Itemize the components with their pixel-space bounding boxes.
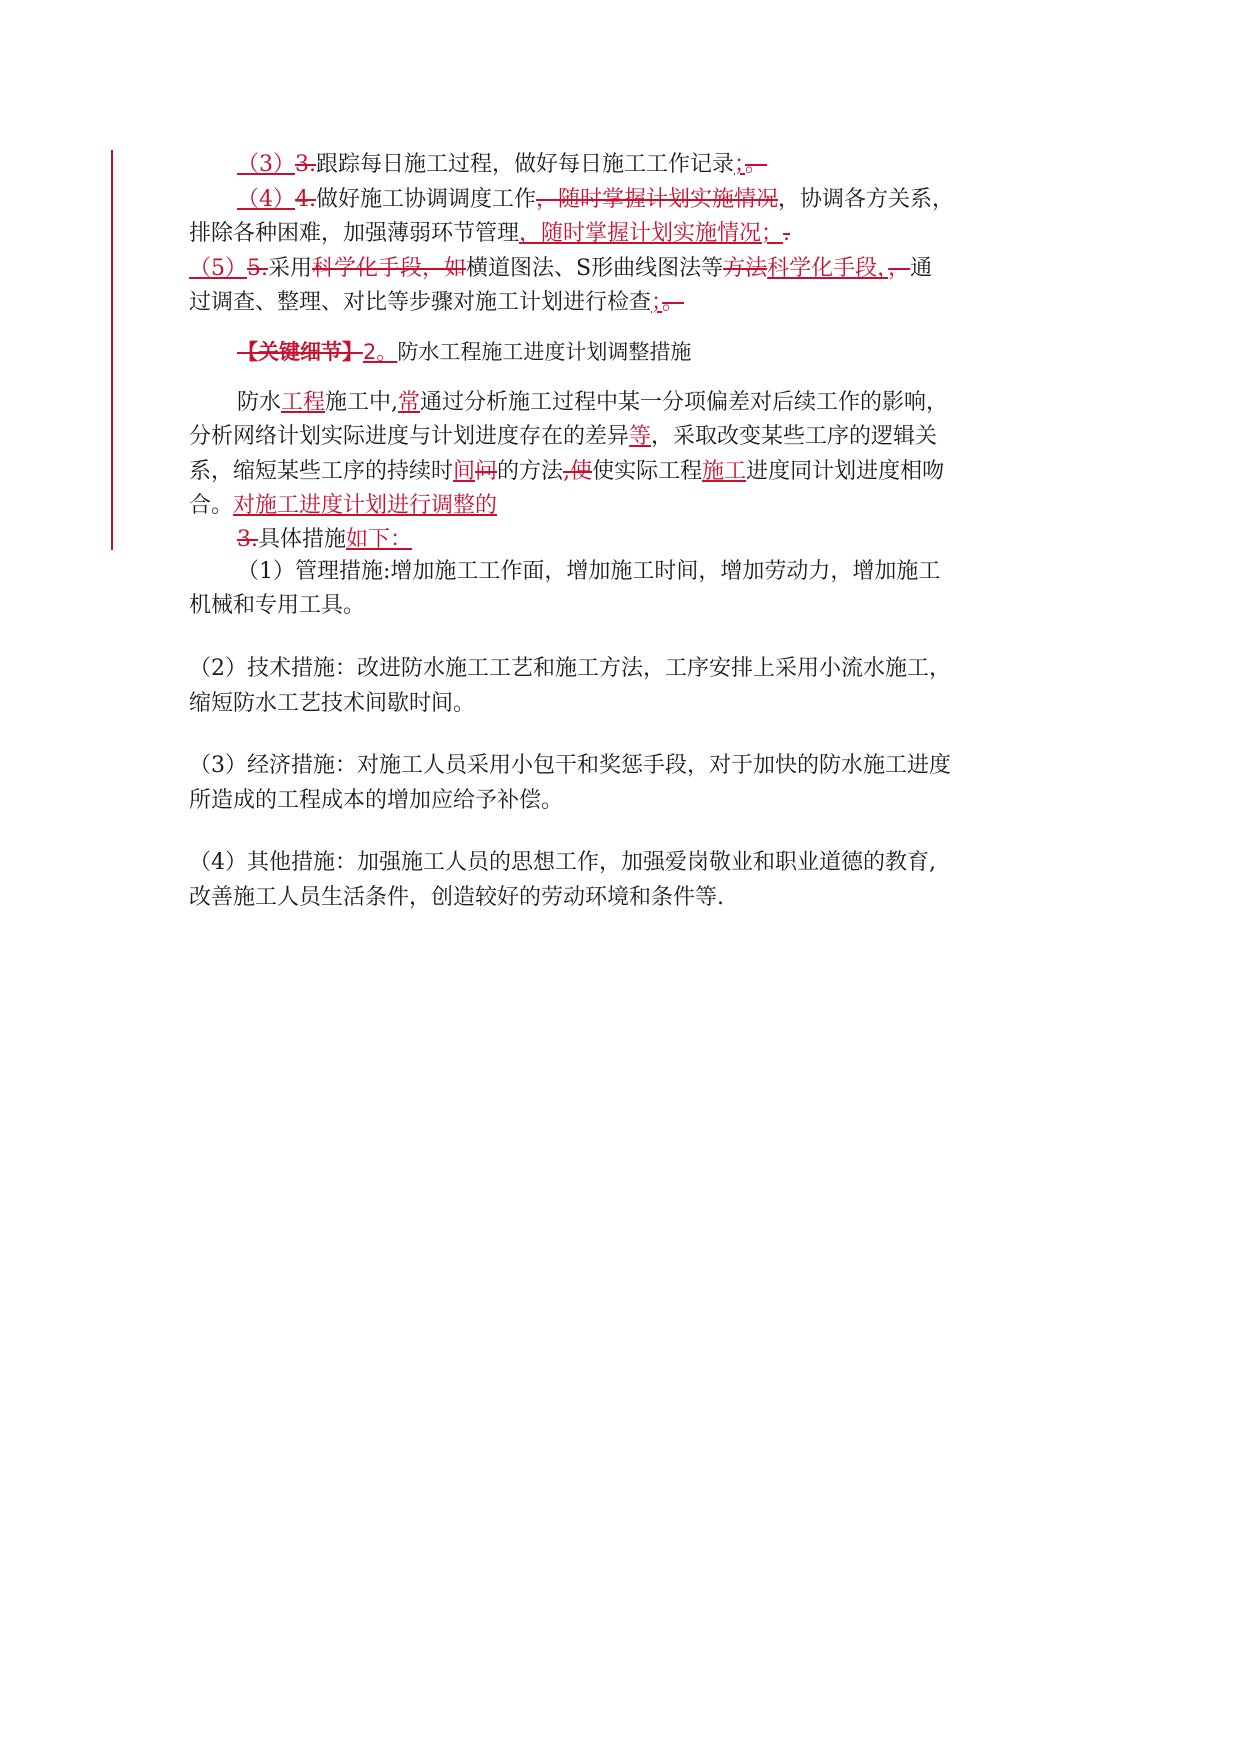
deleted-text: 问 — [475, 459, 498, 484]
inserted-text: 等 — [629, 424, 652, 449]
body-text: 系，缩短某些工序的持续时 — [189, 459, 454, 484]
item4-line2 — [189, 217, 790, 251]
measure-1-line2 — [189, 589, 365, 623]
body-text: 合。 — [189, 493, 234, 518]
deleted-text: 方法 — [723, 256, 768, 281]
body-text: 排除各种困难，加强薄弱环节管理 — [189, 221, 520, 246]
item5-line2 — [189, 286, 684, 320]
body-text: （1）管理措施:增加施工工作面，增加施工时间，增加劳动力，增加施工 — [237, 559, 941, 584]
item4-line1 — [237, 183, 954, 217]
item5-line1 — [189, 252, 932, 286]
inserted-text: ，随时掌握计划实施情况； — [519, 221, 784, 246]
deleted-text: ， — [888, 256, 911, 281]
body-text: （2）技术措施：改进防水施工工艺和施工方法，工序安排上采用小流水施工， — [189, 656, 951, 681]
body-text: 的方法 — [497, 459, 564, 484]
measure-2-line1 — [189, 652, 951, 686]
inserted-text: ； — [651, 290, 663, 315]
body-text: 跟踪每日施工过程，做好每日施工工作记录 — [316, 152, 735, 177]
deleted-text: 【关键细节】 — [237, 340, 363, 364]
heading-text: 防水工程施工进度计划调整措施 — [397, 340, 692, 364]
para2-line3 — [189, 455, 944, 489]
deleted-text: . — [783, 221, 791, 246]
body-text: 使实际工程 — [592, 459, 703, 484]
inserted-text: 常 — [398, 390, 421, 415]
inserted-text: （4） — [237, 187, 295, 212]
deleted-text: 5. — [247, 256, 268, 281]
inserted-text: 工程 — [281, 390, 326, 415]
body-text: 缩短防水工艺技术间歇时间。 — [189, 691, 476, 716]
body-text: 做好施工协调调度工作 — [316, 187, 537, 212]
body-text: （3）经济措施：对施工人员采用小包干和奖惩手段，对于加快的防水施工进度 — [189, 753, 951, 778]
inserted-text: 科学化手段， — [767, 256, 889, 281]
body-text: 机械和专用工具。 — [189, 593, 366, 618]
body-text: ，协调各方关系， — [778, 187, 955, 212]
body-text: 改善施工人员生活条件，创造较好的劳动环境和条件等. — [189, 885, 724, 910]
body-text: 通 — [910, 256, 933, 281]
deleted-text: 3. — [295, 152, 316, 177]
para3-line — [237, 523, 412, 557]
body-text: 通过分析施工过程中某一分项偏差对后续工作的影响， — [420, 390, 949, 415]
deleted-text: 。 — [662, 290, 685, 315]
inserted-text: 如下： — [346, 527, 413, 552]
section-heading — [237, 335, 691, 369]
inserted-text: 间 — [453, 459, 476, 484]
inserted-text: 施工 — [702, 459, 747, 484]
measure-3-line1 — [189, 749, 951, 783]
deleted-text: 3. — [237, 527, 258, 552]
inserted-text: 对施工进度计划进行调整的 — [233, 493, 498, 518]
body-text: 具体措施 — [258, 527, 347, 552]
para2-line1 — [237, 386, 948, 420]
measure-3-line2 — [189, 784, 563, 818]
body-text: 施工中, — [325, 390, 399, 415]
measure-1-line1 — [237, 555, 940, 589]
measure-4-line1 — [189, 846, 936, 880]
body-text: 所造成的工程成本的增加应给予补偿。 — [189, 788, 564, 813]
deleted-text: 。 — [745, 152, 768, 177]
body-text: （4）其他措施：加强施工人员的思想工作，加强爱岗敬业和职业道德的教育, — [189, 850, 936, 875]
body-text: 进度同计划进度相吻 — [746, 459, 945, 484]
item3-line — [237, 148, 767, 182]
deleted-text: 4. — [295, 187, 316, 212]
measure-4-line2 — [189, 881, 724, 915]
deleted-text: 科学化手段，如 — [312, 256, 467, 281]
body-text: 过调查、整理、对比等步骤对施工计划进行检查 — [189, 290, 652, 315]
inserted-text: （5） — [189, 256, 247, 281]
deleted-text: ,使 — [563, 459, 593, 484]
para2-line4 — [189, 489, 497, 523]
para2-line2 — [189, 420, 937, 454]
inserted-text: 2。 — [363, 340, 398, 364]
revision-change-bar — [111, 150, 113, 550]
inserted-text: ； — [734, 152, 746, 177]
body-text: 采用 — [268, 256, 313, 281]
inserted-text: （3） — [237, 152, 295, 177]
body-text: 横道图法、S形曲线图法等 — [466, 256, 724, 281]
body-text: ，采取改变某些工序的逻辑关 — [651, 424, 938, 449]
body-text: 分析网络计划实际进度与计划进度存在的差异 — [189, 424, 630, 449]
measure-2-line2 — [189, 687, 475, 721]
deleted-text: ，随时掌握计划实施情况 — [536, 187, 779, 212]
body-text: 防水 — [237, 390, 282, 415]
